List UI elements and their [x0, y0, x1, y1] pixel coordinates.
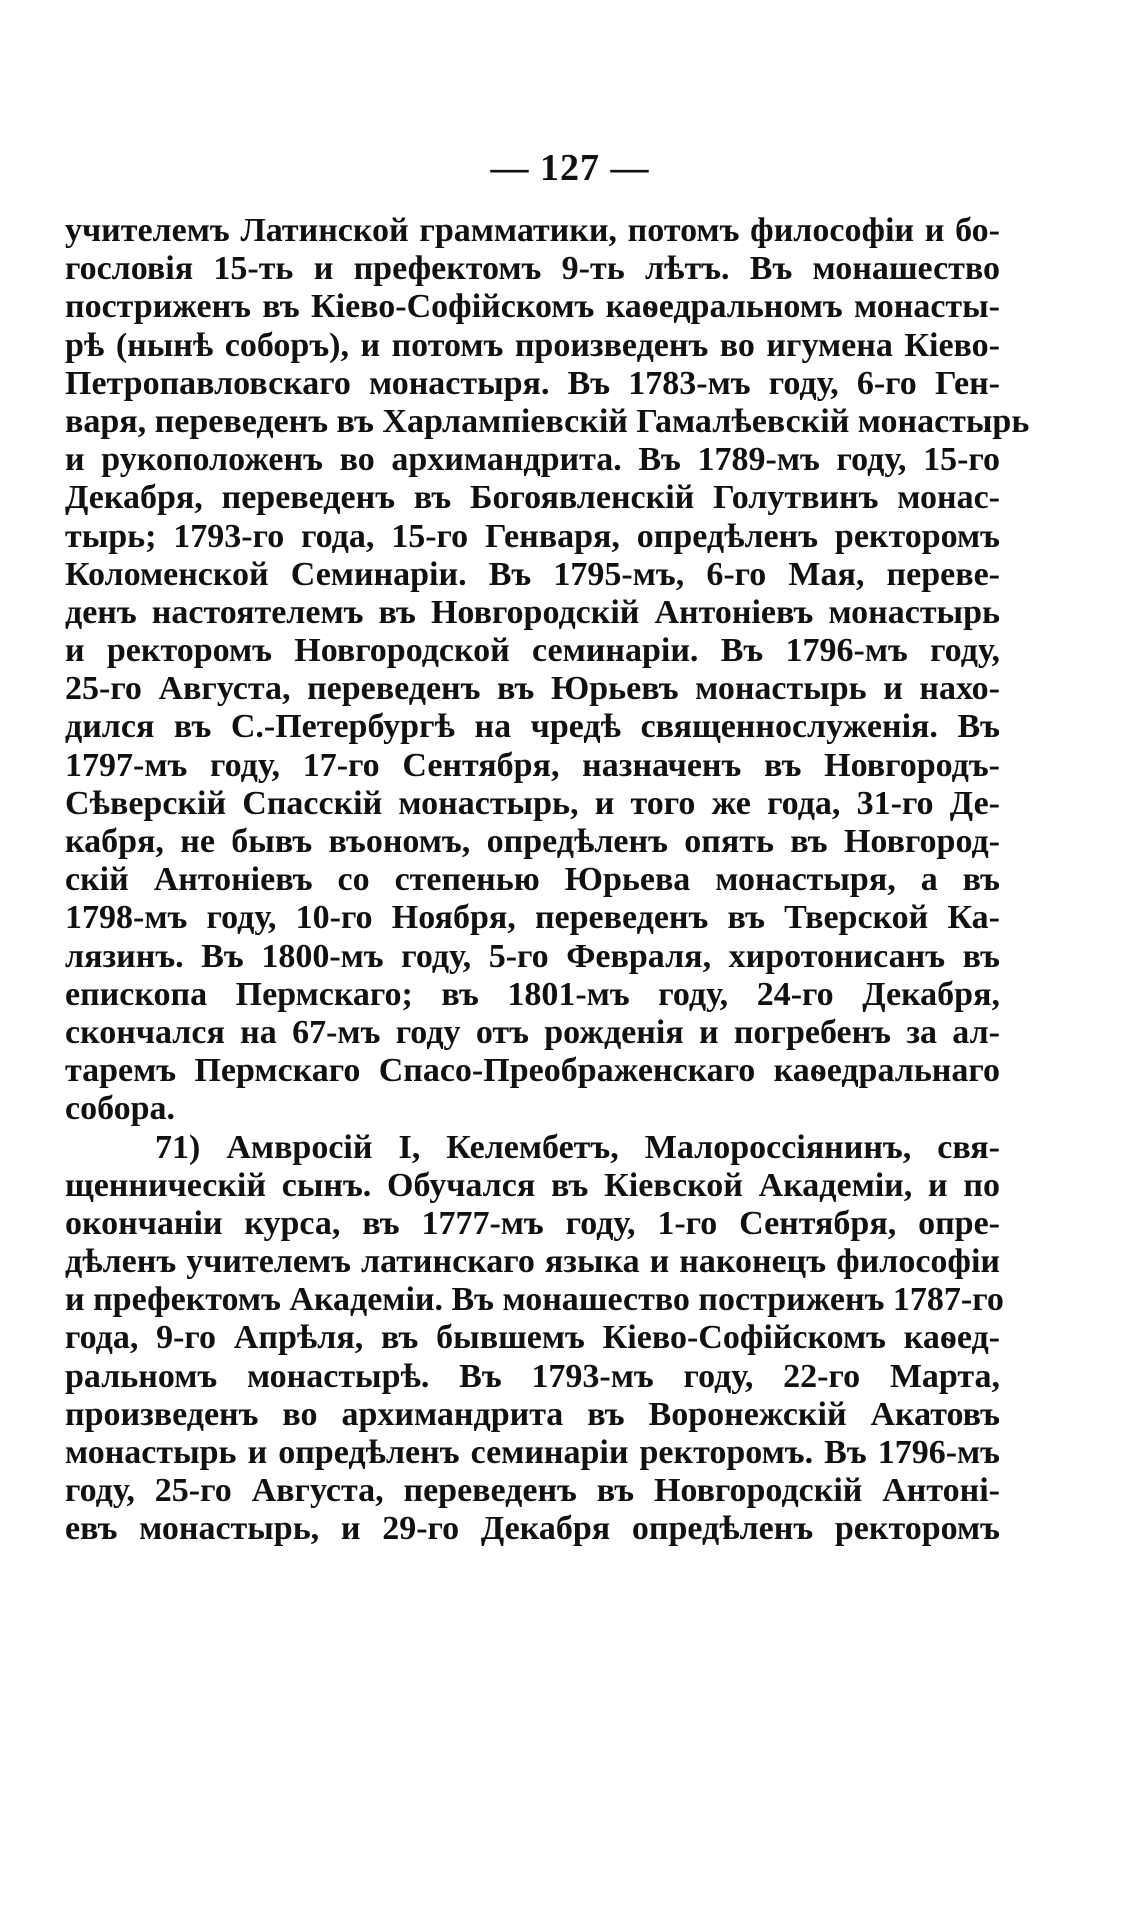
text-line: 25-го Августа, переведенъ въ Юрьевъ монастырь и нахо- — [65, 670, 1000, 708]
text-line: 1798-мъ году, 10-го Ноября, переведенъ въ Тверской Ка- — [65, 899, 1000, 937]
text-line: епископа Пермскаго; въ 1801-мъ году, 24-го Декабря, — [65, 975, 1000, 1013]
text-line: щенническій сынъ. Обучался въ Кіевской Академіи, и по — [65, 1166, 1000, 1204]
text-line: постриженъ въ Кіево-Софійскомъ каѳедральномъ монасты- — [65, 288, 1000, 326]
text-line: Петропавловскаго монастыря. Въ 1783-мъ году, 6-го Ген- — [65, 364, 1000, 402]
text-line: монастырь и опредѣленъ семинаріи ректоромъ. Въ 1796-мъ — [65, 1434, 1000, 1471]
text-line: года, 9-го Апрѣля, въ бывшемъ Кіево-Софійскомъ каѳед- — [65, 1319, 1000, 1357]
body-text — [65, 212, 1030, 1549]
text-line: году, 25-го Августа, переведенъ въ Новгородскій Антоні- — [65, 1472, 1000, 1510]
text-line: скій Антоніевъ со степенью Юрьева монастыря, а въ — [65, 861, 1000, 899]
text-line: и ректоромъ Новгородской семинаріи. Въ 1796-мъ году, — [65, 632, 1000, 670]
text-line: денъ настоятелемъ въ Новгородскій Антоніевъ монастырь — [65, 593, 1000, 631]
text-line: Коломенской Семинаріи. Въ 1795-мъ, 6-го Мая, переве- — [65, 555, 1000, 593]
text-line: 1797-мъ году, 17-го Сентября, назначенъ въ Новгородъ- — [65, 746, 1000, 784]
text-line: кабря, не бывъ въономъ, опредѣленъ опять въ Новгород- — [65, 823, 1000, 860]
text-line: Декабря, переведенъ въ Богоявленскій Голутвинъ монас- — [65, 479, 1000, 517]
page-number: — 127 — — [490, 147, 650, 189]
text-line: Сѣверскій Спасскій монастырь, и того же года, 31-го Де- — [65, 784, 1000, 822]
text-line: евъ монастырь, и 29-го Декабря опредѣленъ ректоромъ — [65, 1510, 1000, 1548]
text-line: собора. — [65, 1090, 176, 1128]
text-line: таремъ Пермскаго Спасо-Преображенскаго каѳедральнаго — [65, 1052, 1000, 1090]
text-line: и префектомъ Академіи. Въ монашество постриженъ 1787-го — [65, 1281, 1004, 1319]
text-line: окончаніи курса, въ 1777-мъ году, 1-го Сентября, опре- — [65, 1204, 1000, 1242]
text-line: скончался на 67-мъ году отъ рожденія и погребенъ за ал- — [65, 1013, 1000, 1051]
text-line: дѣленъ учителемъ латинскаго языка и наконецъ философіи — [65, 1243, 1000, 1281]
text-line: учителемъ Латинской грамматики, потомъ философіи и бо- — [65, 212, 1000, 249]
text-line: рѣ (нынѣ соборъ), и потомъ произведенъ во игумена Кіево- — [65, 326, 1000, 364]
text-line: лязинъ. Въ 1800-мъ году, 5-го Февраля, хиротонисанъ въ — [65, 937, 1000, 975]
text-line: ральномъ монастырѣ. Въ 1793-мъ году, 22-го Марта, — [65, 1357, 1000, 1395]
text-line: варя, переведенъ въ Харлампіевскій Гамалѣевскій монастырь — [65, 402, 1030, 440]
text-line: и рукоположенъ во архимандрита. Въ 1789-мъ году, 15-го — [65, 441, 1000, 479]
text-line: гословія 15-ть и префектомъ 9-ть лѣтъ. Въ монашество — [65, 250, 1000, 288]
text-line: тырь; 1793-го года, 15-го Генваря, опредѣленъ ректоромъ — [65, 517, 1000, 555]
text-line: 71) Амвросій I, Келембетъ, Малороссіянинъ, свя- — [155, 1128, 1000, 1166]
text-line: произведенъ во архимандрита въ Воронежскій Акатовъ — [65, 1395, 1000, 1433]
text-line: дился въ С.-Петербургѣ на чредѣ священнослуженія. Въ — [65, 708, 1000, 746]
